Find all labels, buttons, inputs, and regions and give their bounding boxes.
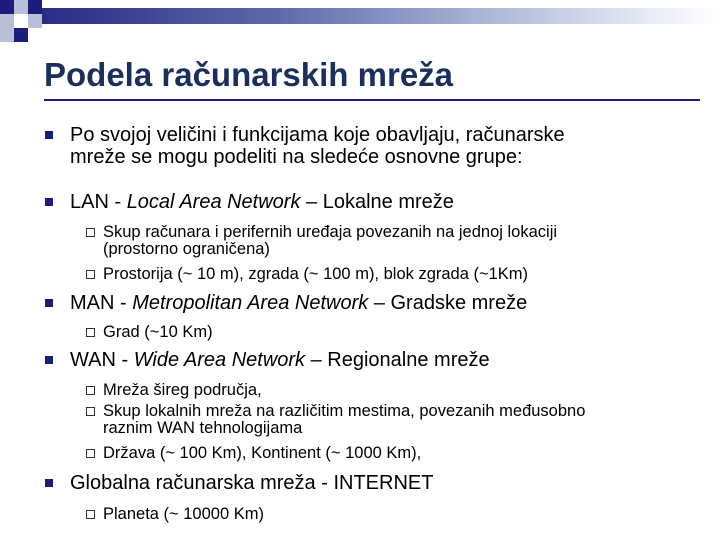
man-heading bbox=[70, 292, 527, 314]
title-underline bbox=[44, 99, 700, 101]
lan-abbr: LAN - bbox=[70, 191, 127, 213]
global-heading: Globalna računarska mreža - INTERNET bbox=[70, 472, 434, 494]
hollow-square-bullet-icon bbox=[86, 328, 95, 337]
wan-sub-1-line-1: Mreža šireg područja, bbox=[103, 381, 262, 399]
decor-square bbox=[0, 14, 14, 28]
square-bullet-icon bbox=[45, 479, 53, 487]
lan-name: Local Area Network bbox=[126, 191, 301, 213]
lan-sub-1-line-2: (prostorno ograničena) bbox=[103, 240, 270, 258]
man-abbr: MAN - bbox=[70, 292, 133, 314]
lan-rest: – Lokalne mreže bbox=[300, 191, 454, 213]
hollow-square-bullet-icon bbox=[86, 228, 95, 237]
header-gradient-band bbox=[40, 8, 720, 24]
wan-name: Wide Area Network bbox=[133, 349, 306, 371]
hollow-square-bullet-icon bbox=[86, 407, 95, 416]
man-name: Metropolitan Area Network bbox=[132, 292, 369, 314]
lan-sub-1-line-1: Skup računara i perifernih uređaja povezanih na jednoj lokaciji bbox=[103, 223, 558, 241]
hollow-square-bullet-icon bbox=[86, 270, 95, 279]
square-bullet-icon bbox=[45, 131, 53, 139]
slide-title: Podela računarskih mreža bbox=[44, 56, 454, 93]
decor-square bbox=[28, 0, 42, 14]
wan-abbr: WAN - bbox=[70, 349, 134, 371]
square-bullet-icon bbox=[45, 356, 53, 364]
decor-square bbox=[28, 14, 42, 28]
decor-square bbox=[0, 0, 14, 14]
hollow-square-bullet-icon bbox=[86, 449, 95, 458]
man-rest: – Gradske mreže bbox=[368, 292, 528, 314]
man-sub-1-line-1: Grad (~10 Km) bbox=[103, 323, 213, 341]
wan-sub-2-line-2: raznim WAN tehnologijama bbox=[103, 419, 303, 437]
hollow-square-bullet-icon bbox=[86, 386, 95, 395]
wan-sub-2-line-1: Skup lokalnih mreža na različitim mestima, povezanih međusobno bbox=[103, 402, 586, 420]
decor-square bbox=[14, 14, 28, 28]
square-bullet-icon bbox=[45, 198, 53, 206]
decor-square bbox=[14, 0, 28, 14]
wan-rest: – Regionalne mreže bbox=[305, 349, 490, 371]
global-sub-1-line-1: Planeta (~ 10000 Km) bbox=[103, 505, 264, 523]
hollow-square-bullet-icon bbox=[86, 510, 95, 519]
decor-square bbox=[14, 28, 28, 42]
lan-heading bbox=[70, 191, 454, 213]
lan-sub-2-line-1: Prostorija (~ 10 m), zgrada (~ 100 m), blok zgrada (~1Km) bbox=[103, 265, 529, 283]
intro-line-2: mreže se mogu podeliti na sledeće osnovne grupe: bbox=[70, 146, 523, 168]
square-bullet-icon bbox=[45, 299, 53, 307]
wan-heading bbox=[70, 349, 490, 371]
intro-line-1: Po svojoj veličini i funkcijama koje obavljaju, računarske bbox=[70, 124, 565, 146]
decor-square bbox=[0, 28, 14, 42]
wan-sub-3-line-1: Država (~ 100 Km), Kontinent (~ 1000 Km), bbox=[103, 444, 422, 462]
